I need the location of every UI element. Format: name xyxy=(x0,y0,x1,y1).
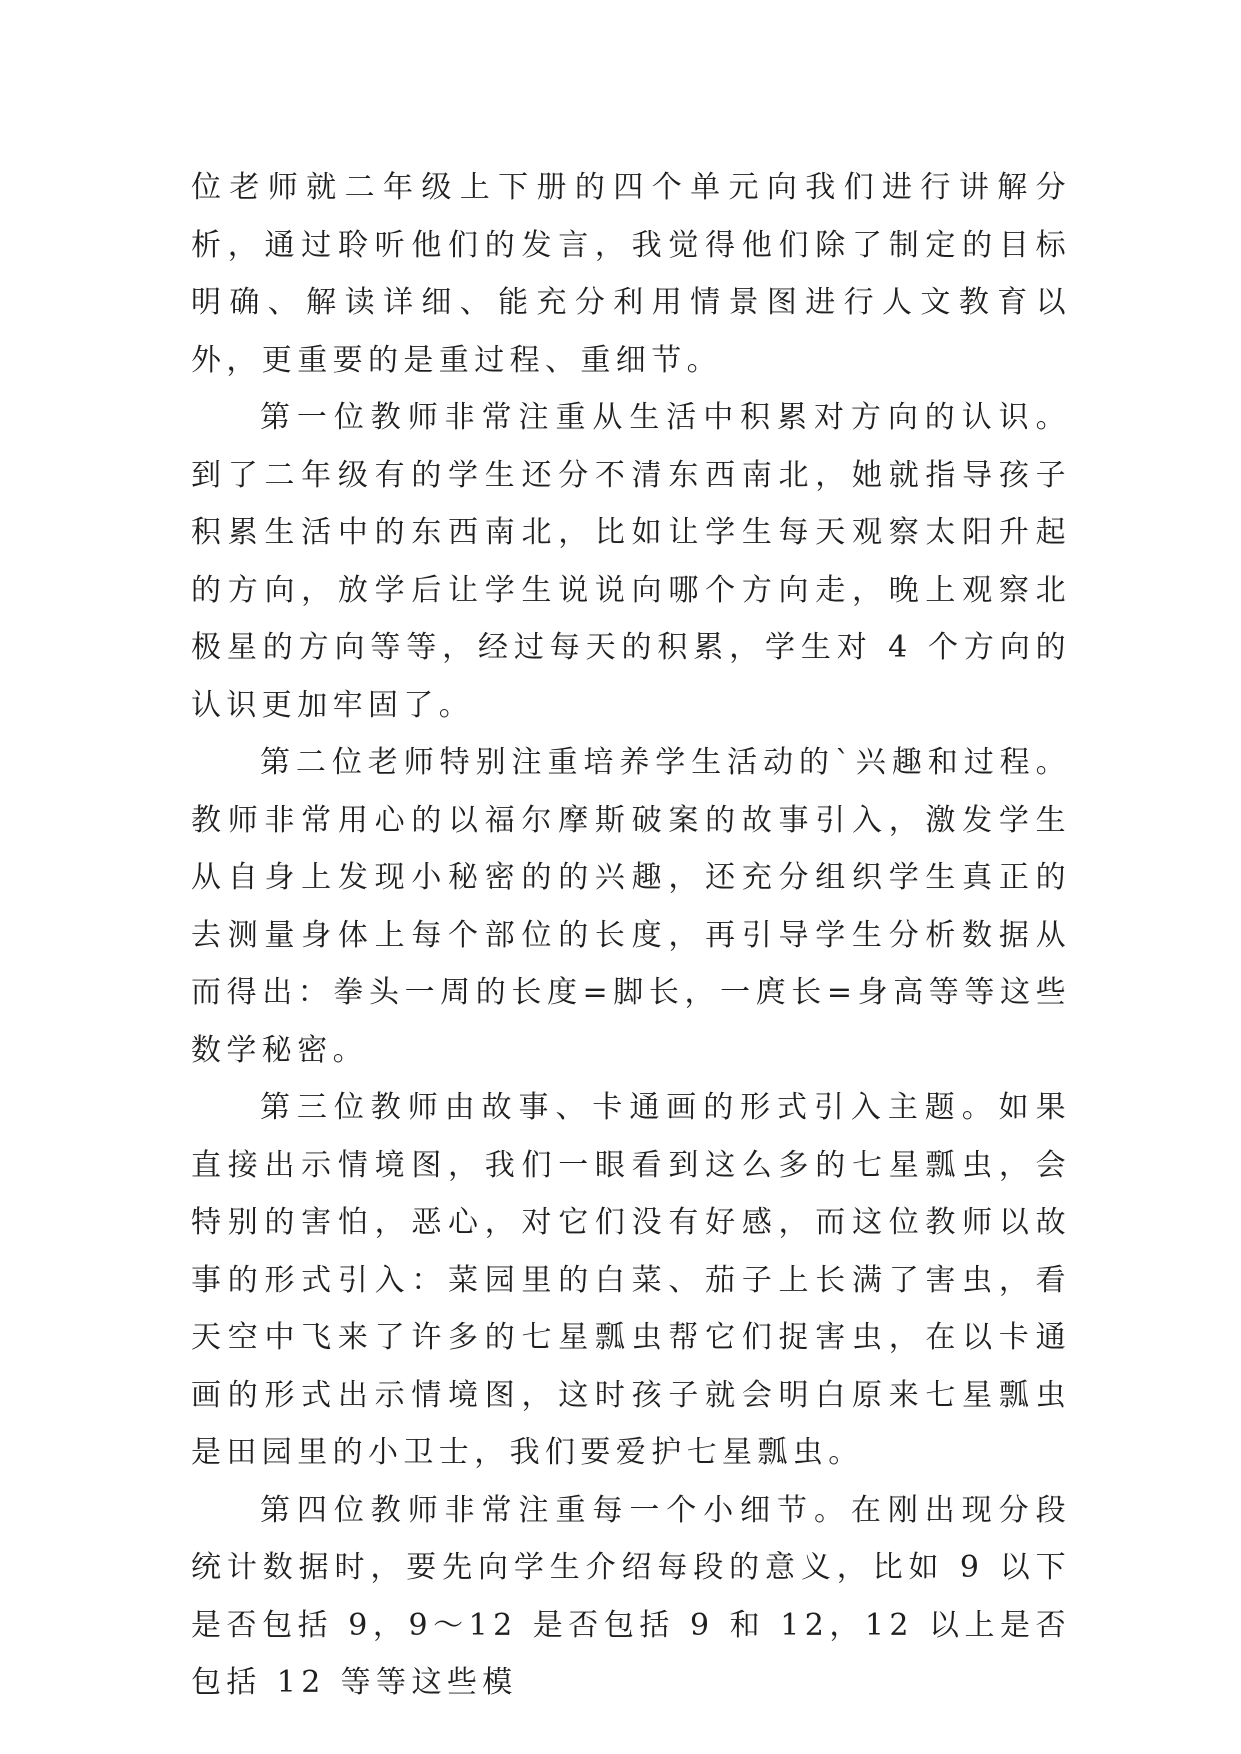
paragraph-4: 第三位教师由故事、卡通画的形式引入主题。如果直接出示情境图，我们一眼看到这么多的七星瓢虫，会特别的害怕，恶心，对它们没有好感，而这位教师以故事的形式引入：菜园里的白菜、茄子上长满了害虫，看天空中飞来了许多的七星瓢虫帮它们捉害虫，在以卡通画的形式出示情境图，这时孩子就会明白原来七星瓢虫是田园里的小卫士，我们要爱护七星瓢虫。 xyxy=(191,1090,1071,1470)
paragraph-5: 第四位教师非常注重每一个小细节。在刚出现分段统计数据时，要先向学生介绍每段的意义，比如 9 以下是否包括 9，9～12 是否包括 9 和 12，12 以上是否包括 12 等等这些模 xyxy=(191,1492,1071,1700)
paragraph-1: 位老师就二年级上下册的四个单元向我们进行讲解分析，通过聆听他们的发言，我觉得他们除了制定的目标明确、解读详细、能充分利用情景图进行人文教育以外，更重要的是重过程、重细节。 xyxy=(191,170,1071,378)
document-body xyxy=(191,159,1071,1712)
paragraph-3: 第二位老师特别注重培养学生活动的`兴趣和过程。教师非常用心的以福尔摩斯破案的故事引入，激发学生从自身上发现小秘密的的兴趣，还充分组织学生真正的去测量身体上每个部位的长度，再引导学生分析数据从而得出：拳头一周的长度=脚长，一庹长=身高等等这些数学秘密。 xyxy=(191,745,1071,1068)
paragraph-2: 第一位教师非常注重从生活中积累对方向的认识。到了二年级有的学生还分不清东西南北，她就指导孩子积累生活中的东西南北，比如让学生每天观察太阳升起的方向，放学后让学生说说向哪个方向走，晚上观察北极星的方向等等，经过每天的积累，学生对 4 个方向的认识更加牢固了。 xyxy=(191,400,1071,723)
